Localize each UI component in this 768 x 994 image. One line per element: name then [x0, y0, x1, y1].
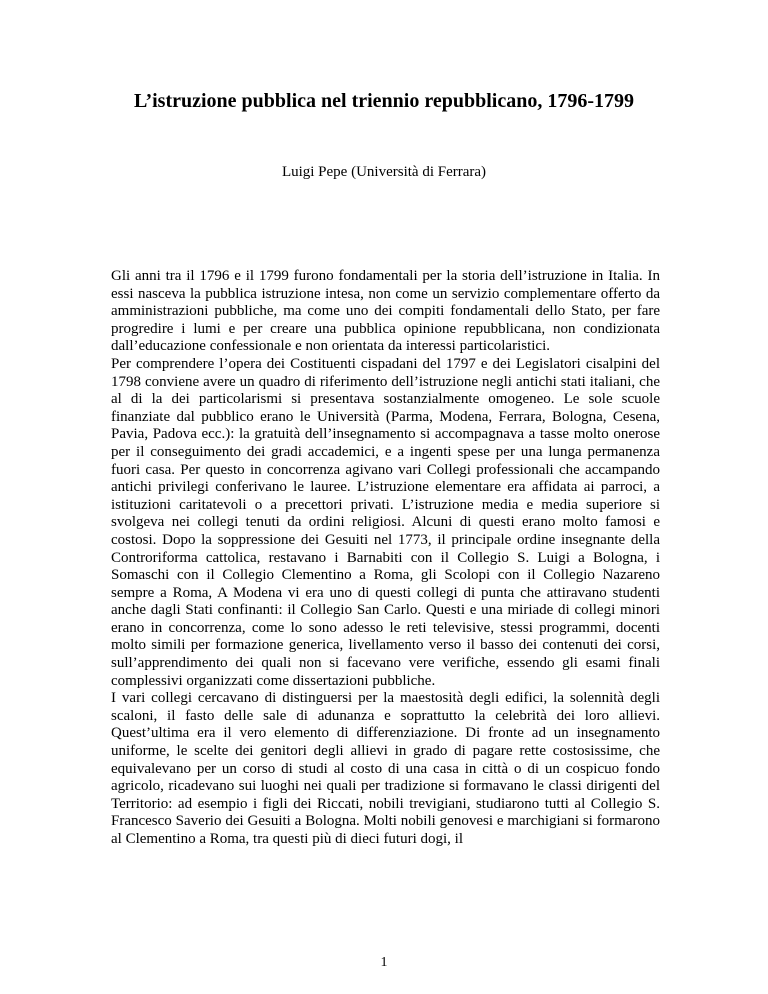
paragraph: I vari collegi cercavano di distinguersi per la maestosità degli edifici, la solennità degli scaloni, il fasto delle sale di adunanza e soprattutto la celebrità dei loro allievi. Quest’ultima era il vero elemento di differenziazione. Di fronte ad un insegnamento uniforme, le scelte dei genitori degli allievi in grado di pagare rette costosissime, che equivalevano per un corso di studi al costo di una casa in città o di un cospicuo fondo agricolo, ricadevano sui luoghi nei quali per tradizione si formavano le classi dirigenti del Territorio: ad esempio i figli dei Riccati, nobili trevigiani, studiarono tutti al Collegio S. Francesco Saverio dei Gesuiti a Bologna. Molti nobili genovesi e marchigiani si formarono al Clementino a Roma, tra questi più di dieci futuri dogi, il	[111, 690, 660, 847]
document-title: L’istruzione pubblica nel triennio repubblicano, 1796-1799	[133, 90, 635, 112]
page-number: 1	[380, 955, 388, 970]
author-line: Luigi Pepe (Università di Ferrara)	[281, 164, 487, 180]
paragraph: Per comprendere l’opera dei Costituenti cispadani del 1797 e dei Legislatori cisalpini del 1798 conviene avere un quadro di riferimento dell’istruzione negli antichi stati italiani, che al di la dei particolarismi si presentava sostanzialmente omogeneo. Le sole scuole finanziate dal pubblico erano le Università (Parma, Modena, Ferrara, Bologna, Cesena, Pavia, Padova ecc.): la gratuità dell’insegnamento si accompagnava a tasse molto onerose per il conseguimento dei gradi accademici, e a ingenti spese per una lunga permanenza fuori casa. Per questo in concorrenza agivano vari Collegi professionali che accampando antichi privilegi conferivano le lauree. L’istruzione elementare era affidata ai parroci, a istituzioni caritatevoli o a precettori privati. L’istruzione media e media superiore si svolgeva nei collegi tenuti da ordini religiosi. Alcuni di questi erano molto famosi e costosi. Dopo la soppressione dei Gesuiti nel 1773, il principale ordine insegnante della Controriforma cattolica, restavano i Barnabiti con il Collegio S. Luigi a Bologna, i Somaschi con il Collegio Clementino a Roma, gli Scolopi con il Collegio Nazareno sempre a Roma, A Modena vi era uno di questi collegi di punta che attiravano studenti anche dagli Stati confinanti: il Collegio San Carlo. Questi e una miriade di collegi minori erano in concorrenza, come lo sono adesso le reti televisive, stessi programmi, docenti molto simili per formazione generica, livellamento verso il basso dei contenuti dei corsi, sull’apprendimento dei quali non si facevano vere verifiche, essendo gli esami finali complessivi organizzati come dissertazioni pubbliche.	[111, 355, 660, 689]
paragraph: Gli anni tra il 1796 e il 1799 furono fondamentali per la storia dell’istruzione in Italia. In essi nasceva la pubblica istruzione intesa, non come un servizio complementare offerto da amministrazioni pubbliche, ma come uno dei compiti fondamentali dello Stato, per fare progredire i lumi e per creare una pubblica opinione repubblicana, non condizionata dall’educazione confessionale e non orientata da interessi particolaristici.	[111, 268, 660, 355]
body-text	[111, 268, 660, 849]
